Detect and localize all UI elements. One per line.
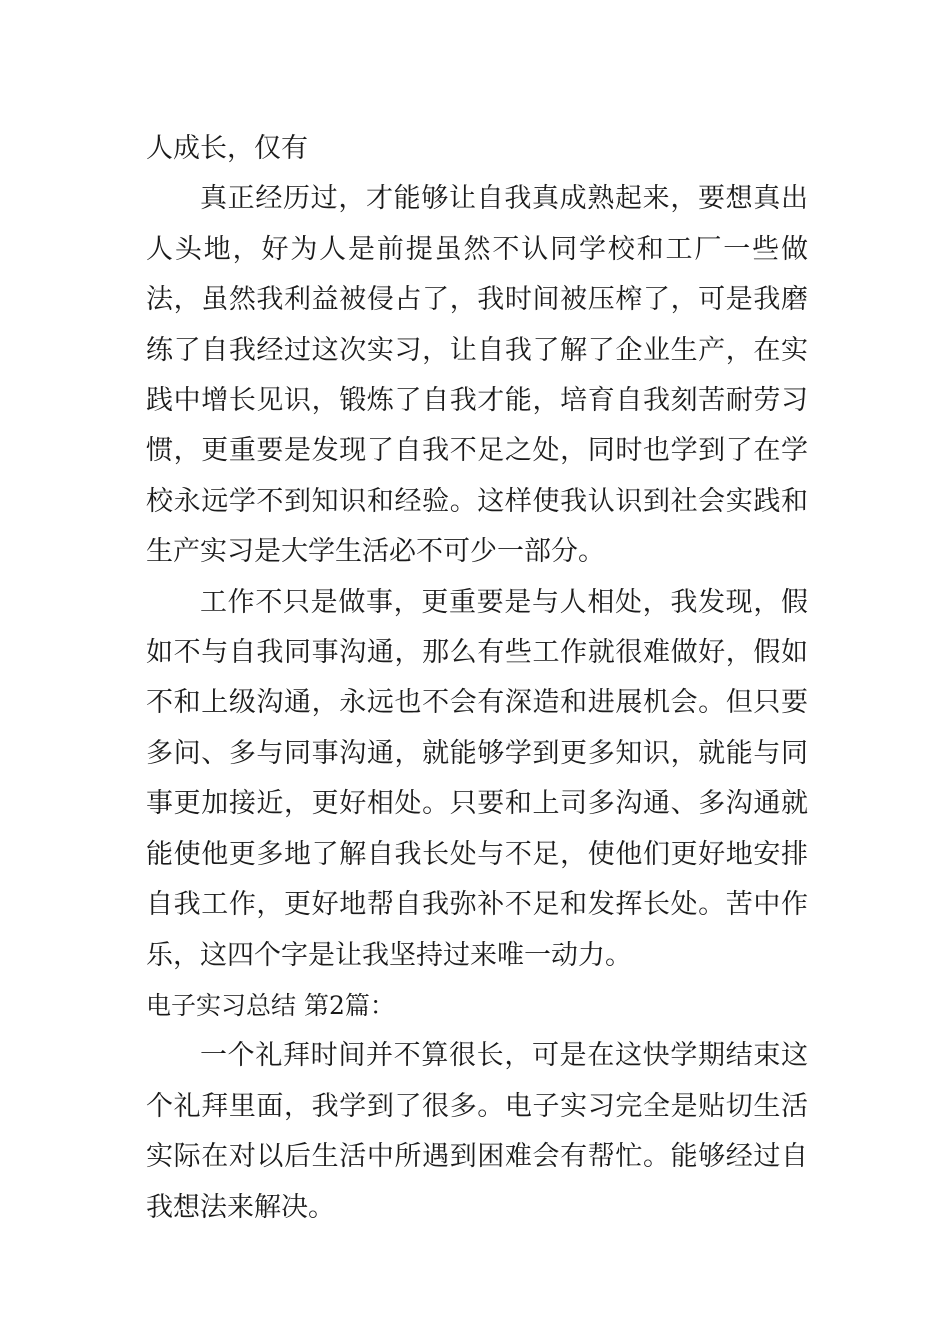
paragraph-body: 真正经历过，才能够让自我真成熟起来，要想真出人头地，好为人是前提虽然不认同学校和工厂一些做法，虽然我利益被侵占了，我时间被压榨了，可是我磨练了自我经过这次实习，让自我了解了企业生产，在实践中增长见识，锻炼了自我才能，培育自我刻苦耐劳习惯，更重要是发现了自我不足之处，同时也学到了在学校永远学不到知识和经验。这样使我认识到社会实践和生产实习是大学生活必不可少一部分。 [146,183,808,568]
paragraph-continuation: 人成长，仅有 [146,133,308,164]
paragraph-body: 工作不只是做事，更重要是与人相处，我发现，假如不与自我同事沟通，那么有些工作就很难做好，假如不和上级沟通，永远也不会有深造和进展机会。但只要多问、多与同事沟通，就能够学到更多知识，就能与同事更加接近，更好相处。只要和上司多沟通、多沟通就能使他更多地了解自我长处与不足，使他们更好地安排自我工作，更好地帮自我弥补不足和发挥长处。苦中作乐，这四个字是让我坚持过来唯一动力。 [146,586,808,971]
section-heading: 电子实习总结 第2篇： [146,990,395,1020]
paragraph-body: 一个礼拜时间并不算很长，可是在这快学期结束这个礼拜里面，我学到了很多。电子实习完全是贴切生活实际在对以后生活中所遇到困难会有帮忙。能够经过自我想法来解决。 [146,1040,808,1223]
document-body [146,124,808,1233]
